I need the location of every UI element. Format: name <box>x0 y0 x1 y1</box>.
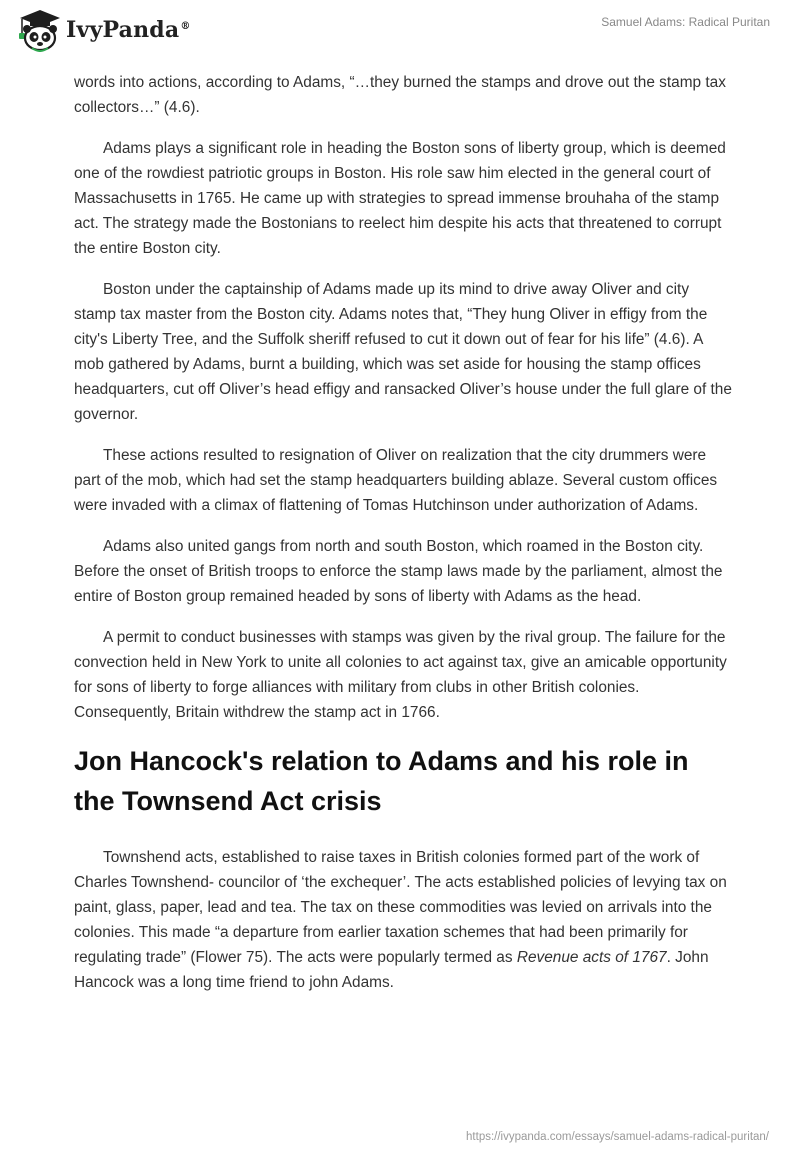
document-title: Samuel Adams: Radical Puritan <box>601 15 770 29</box>
logo-wordmark: IvyPanda® <box>66 17 191 43</box>
panda-graduate-icon <box>14 8 60 52</box>
paragraph: Boston under the captainship of Adams made up its mind to drive away Oliver and city stamp tax master from the Boston city. Adams notes that, “They hung Oliver in effigy from the city's Liberty Tree, and the Suffolk sheriff refused to cut it down out of fear for his life” (4.6). A mob gathered by Adams, burnt a building, which was set aside for housing the stamp offices headquarters, cut off Oliver’s head effigy and ransacked Oliver’s house under the full glare of the governor. <box>74 281 732 423</box>
paragraph: A permit to conduct businesses with stamps was given by the rival group. The failure for the convection held in New York to unite all colonies to act against tax, give an amicable opportunity for sons of liberty to forge alliances with military from clubs in other British colonies. Consequently, Britain withdrew the stamp act in 1766. <box>74 629 727 721</box>
paragraph-text: Townshend acts, established to raise taxes in British colonies formed part of the work of Charles Townshend- councilor of ‘the exchequer’. The acts established policies of levying tax on paint, glass, paper, lead and tea. The tax on these commodities was levied on arrivals into the colonies. This made “a departure from earlier taxation schemes that had been primarily for regulating trade” (Flower 75). The acts were popularly termed as <box>74 849 727 966</box>
paragraph: Adams also united gangs from north and south Boston, which roamed in the Boston city. Before the onset of British troops to enforce the stamp laws made by the parliament, almost the entire of Boston group remained headed by sons of liberty with Adams as the head. <box>74 538 723 605</box>
paragraph: These actions resulted to resignation of Oliver on realization that the city drummers were part of the mob, which had set the stamp headquarters building ablaze. Several custom offices were invaded with a climax of flattening of Tomas Hutchinson under authorization of Adams. <box>74 447 718 514</box>
paragraph-text: . John Hancock was a long time friend to john Adams. <box>74 949 709 991</box>
italic-title: Revenue acts of 1767 <box>516 949 667 966</box>
site-logo[interactable] <box>14 8 191 52</box>
source-url[interactable]: https://ivypanda.com/essays/samuel-adams-radical-puritan/ <box>466 1131 769 1143</box>
paragraph-continued: words into actions, according to Adams, “…they burned the stamps and drove out the stamp tax collectors…” (4.6). <box>74 74 726 116</box>
section-heading: Jon Hancock's relation to Adams and his role in the Townsend Act crisis <box>74 746 689 816</box>
paragraph: Adams plays a significant role in heading the Boston sons of liberty group, which is deemed one of the rowdiest patriotic groups in Boston. His role saw him elected in the general court of Massachusetts in 1765. He came up with strategies to spread immense brouhaha of the stamp act. The strategy made the Bostonians to reelect him despite his acts that threatened to corrupt the entire Boston city. <box>74 140 726 257</box>
essay-body <box>74 70 734 1011</box>
page-header <box>0 0 800 70</box>
paragraph <box>74 845 734 995</box>
